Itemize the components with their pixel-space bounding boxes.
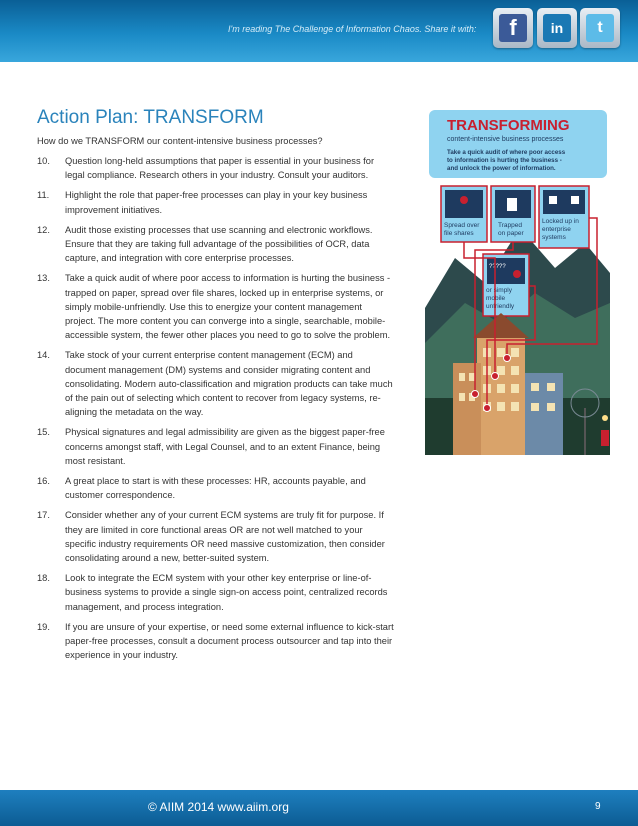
item-text: Look to integrate the ECM system with your other key enterprise or line-of-business systems to provide a single sign-on access point, centralized records management, and process integration. [65, 573, 388, 612]
illustration-tagline-line: Take a quick audit of where poor access [447, 149, 566, 156]
system-box-icon [549, 196, 557, 204]
item-text: A great place to start is with these processes: HR, accounts payable, and customer correspondence. [65, 476, 366, 501]
item-text: Physical signatures and legal admissibility are given as the biggest paper-free concerns amongst staff, with Legal Counsel, and to an extent Finance, being most resistant. [65, 427, 385, 466]
item-text: If you are unsure of your expertise, or need some external influence to kick-start paper-free processes, consult a document process outsourcer and tap into their experience in your industry. [65, 621, 394, 661]
item-text: Audit those existing processes that use scanning and electronic workflows. Ensure that they are taking full advantage of the possibilities of OCR, data capture, and integration with core enterprise processes. [65, 224, 373, 264]
panel-label-line: or simply [486, 287, 513, 294]
street-lamp [602, 415, 608, 421]
list-item [37, 348, 395, 419]
person-icon [513, 270, 521, 278]
intro-question: How do we TRANSFORM our content-intensive business processes? [37, 136, 323, 146]
person-icon [460, 196, 468, 204]
list-item [37, 425, 395, 468]
list-item [37, 474, 395, 502]
item-number: 18. [37, 573, 50, 584]
panel-label-line: on paper [498, 230, 524, 237]
panel-label-line: mobile [486, 295, 506, 302]
footer-bar [0, 790, 638, 826]
list-item [37, 571, 395, 614]
facebook-share-button[interactable] [493, 8, 533, 48]
item-number: 14. [37, 350, 50, 361]
list-item [37, 223, 395, 266]
share-text: I'm reading The Challenge of Information Chaos. Share it with: [228, 24, 477, 34]
paper-document-icon [507, 198, 517, 211]
item-number: 19. [37, 621, 50, 632]
panel-label-line: Trapped [498, 222, 522, 229]
item-text: Consider whether any of your current ECM systems are truly fit for purpose. If they are limited in core functional areas OR are not well matched to your specific industry requirements OR need massive customization, then consider consolidating around a new, better-suited system. [65, 510, 385, 564]
system-box-icon [571, 196, 579, 204]
action-list [37, 154, 395, 669]
question-bubble: ????? [489, 264, 506, 270]
linkedin-icon: in [543, 14, 571, 42]
twitter-share-button[interactable] [580, 8, 620, 48]
list-item [37, 188, 395, 216]
item-text: Take stock of your current enterprise content management (ECM) and document management (DM) systems and consider migrating content and consolidating. Modern auto-classification and migration products can take much of the pain out of selecting which content to recover from legacy systems, re-aligning the metadata on the way. [65, 350, 393, 418]
panel-label-line: file shares [444, 230, 474, 237]
mailbox [601, 430, 609, 446]
illustration-heading: TRANSFORMING [447, 117, 570, 134]
list-item [37, 154, 395, 182]
item-number: 10. [37, 156, 50, 166]
building [525, 373, 563, 455]
item-text: Question long-held assumptions that paper is essential in your business for legal compliance. Research others in your industry. Consult your auditors. [65, 156, 375, 181]
linkedin-share-button[interactable] [537, 8, 577, 48]
illustration-tagline-line: and unlock the power of information. [447, 165, 556, 172]
panel-label-line: Locked up in [542, 218, 579, 225]
twitter-icon: t [586, 14, 614, 42]
facebook-icon: f [499, 14, 527, 42]
list-item [37, 508, 395, 565]
item-number: 16. [37, 476, 50, 487]
item-number: 13. [37, 273, 50, 284]
header-bar [0, 0, 638, 62]
transforming-illustration [425, 108, 610, 455]
page-number: 9 [595, 801, 601, 812]
panel-label-line: Spread over [444, 222, 480, 229]
page-title: Action Plan: TRANSFORM [37, 107, 264, 128]
item-number: 15. [37, 427, 50, 438]
panel-label-line: systems [542, 234, 566, 241]
building [453, 363, 481, 455]
panel-label-line: enterprise [542, 226, 571, 233]
list-item [37, 620, 395, 663]
item-number: 12. [37, 224, 50, 235]
copyright-text: © AIIM 2014 www.aiim.org [148, 800, 289, 814]
list-item [37, 271, 395, 342]
item-text: Highlight the role that paper-free processes can play in your key business improvement initiatives. [65, 190, 368, 215]
item-number: 11. [37, 190, 50, 201]
illustration-tagline-line: to information is hurting the business - [447, 157, 562, 164]
item-number: 17. [37, 510, 50, 521]
panel-label-line: unfriendly [486, 303, 515, 310]
item-text: Take a quick audit of where poor access to information is hurting the business - trapped on paper, spread over file shares, locked up in enterprise systems, or simply mobile-unfriendly. Use this to energize your content management project. The more content you can converge into a single, searchable, mobile-accessible system, the fewer other places you need to go to solve the problem. [65, 273, 391, 341]
illustration-subheading: content-intensive business processes [447, 136, 564, 143]
